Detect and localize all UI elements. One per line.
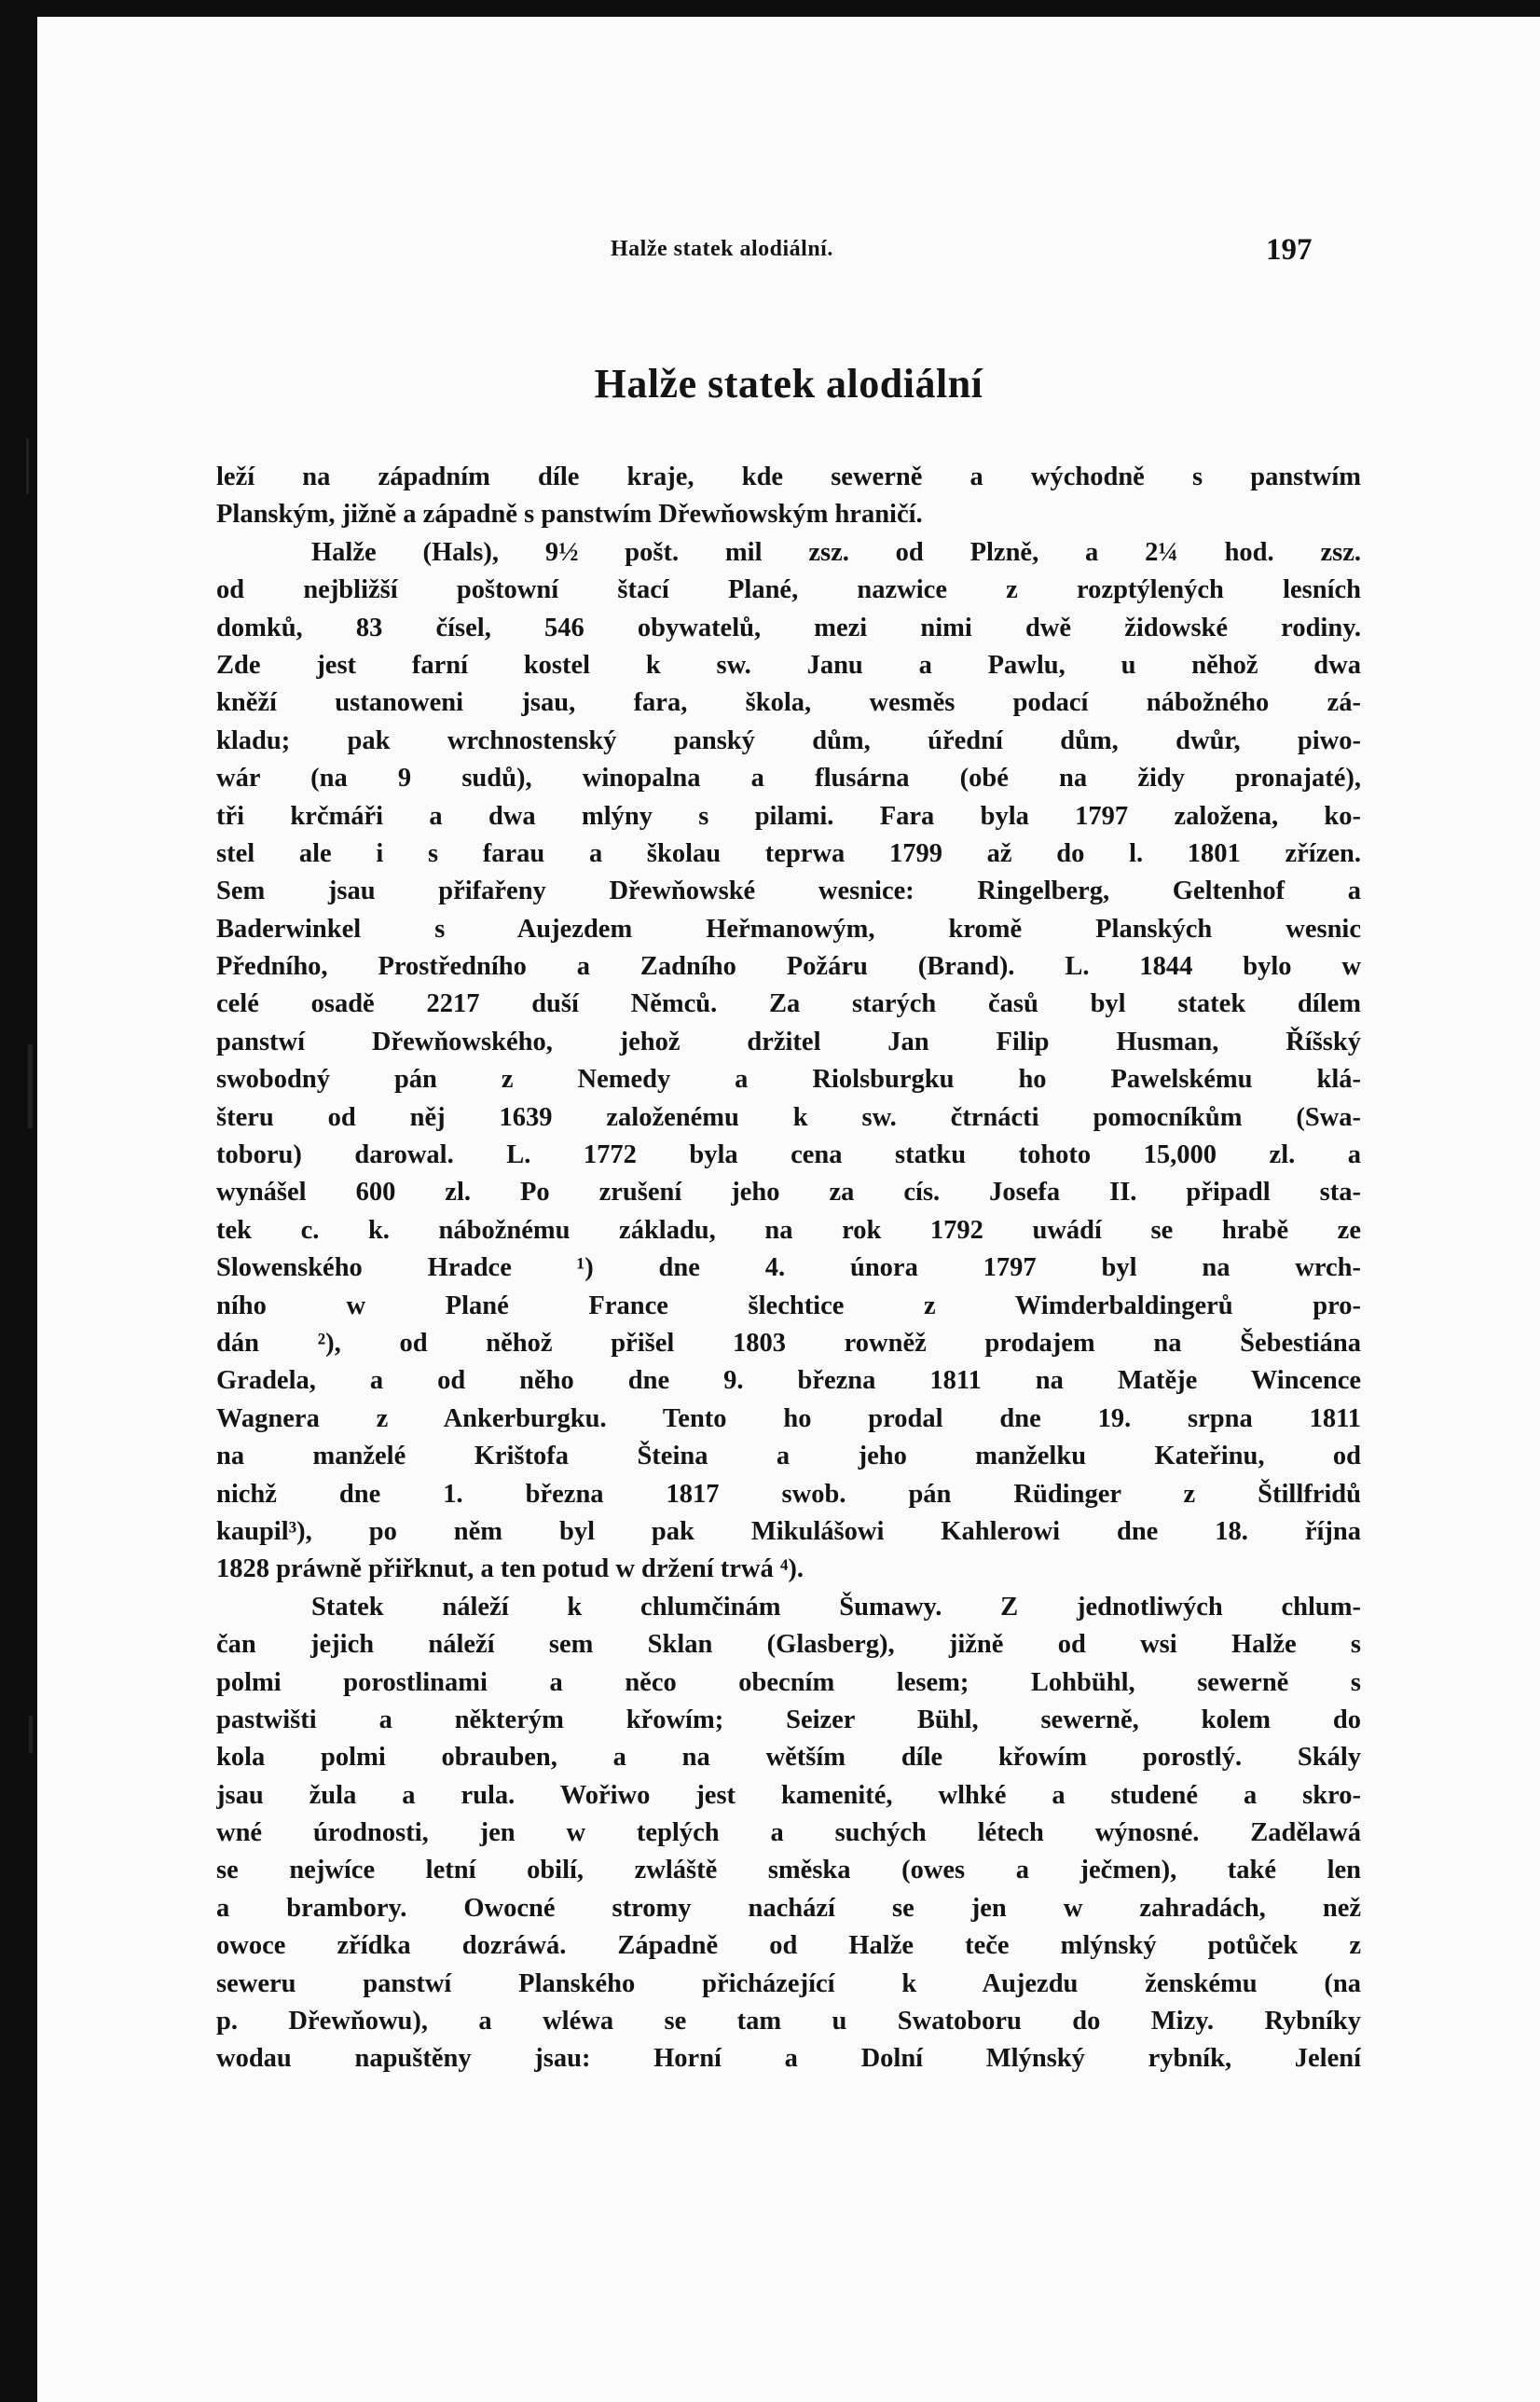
text-line: Předního, Prostředního a Zadního Požáru (Brand). L. 1844 bylo w <box>216 952 1361 982</box>
text-line: wynášel 600 zl. Po zrušení jeho za cís. Josefa II. připadl sta- <box>216 1178 1361 1208</box>
text-line: polmi porostlinami a něco obecním lesem; Lohbühl, sewerně s <box>216 1667 1361 1697</box>
text-line: nichž dne 1. března 1817 swob. pán Rüdinger z Štillfridů <box>216 1479 1361 1509</box>
text-line: p. Dřewňowu), a wléwa se tam u Swatoboru do Mizy. Rybníky <box>216 2007 1361 2036</box>
section-heading: Halže statek alodiální <box>594 361 983 407</box>
text-line: celé osadě 2217 duší Němců. Za starých časů byl statek dílem <box>216 989 1361 1019</box>
text-line: kaupil³), po něm byl pak Mikulášowi Kahlerowi dne 18. října <box>216 1516 1361 1546</box>
text-line: seweru panstwí Planského přicházející k Aujezdu ženskému (na <box>216 1968 1361 1998</box>
text-line: Zde jest farní kostel k sw. Janu a Pawlu, u něhož dwa <box>216 650 1361 680</box>
text-line: Slowenského Hradce ¹) dne 4. února 1797 byl na wrch- <box>216 1253 1361 1283</box>
text-line: a brambory. Owocné stromy nachází se jen w zahradách, než <box>216 1893 1361 1923</box>
text-line: pastwišti a některým křowím; Seizer Bühl, sewerně, kolem do <box>216 1705 1361 1734</box>
text-line: leží na západním díle kraje, kde sewerně a wýchodně s panstwím <box>216 462 1361 491</box>
text-line: wodau napuštěny jsau: Horní a Dolní Mlýnský rybník, Jelení <box>216 2044 1361 2074</box>
page-number: 197 <box>1266 233 1313 267</box>
running-header <box>37 233 1540 274</box>
text-line: Gradela, a od něho dne 9. března 1811 na Matěje Wincence <box>216 1366 1361 1396</box>
running-header-title: Halže statek alodiální. <box>611 237 833 261</box>
body-text <box>216 459 1361 2078</box>
left-edge-mark <box>29 1716 33 1753</box>
text-line: se nejwíce letní obilí, zwláště směska (owes a ječmen), také len <box>216 1856 1361 1885</box>
text-line: kola polmi obrauben, a na wětším díle křowím porostlý. Skály <box>216 1743 1361 1773</box>
text-line: jsau žula a rula. Wořiwo jest kamenité, wlhké a studené a skro- <box>216 1780 1361 1810</box>
text-line: tři krčmáři a dwa mlýny s pilami. Fara byla 1797 založena, ko- <box>216 801 1361 831</box>
book-page <box>37 17 1540 2402</box>
text-line: wné úrodnosti, jen w teplých a suchých létech wýnosné. Zadělawá <box>216 1818 1361 1848</box>
text-line: toboru) darowal. L. 1772 byla cena statku tohoto 15,000 zl. a <box>216 1140 1361 1170</box>
text-line: od nejbližší poštowní štací Plané, nazwice z rozptýlených lesních <box>216 575 1361 605</box>
text-line: panstwí Dřewňowského, jehož držitel Jan Filip Husman, Říšský <box>216 1027 1361 1056</box>
text-line: swobodný pán z Nemedy a Riolsburgku ho Pawelskému klá- <box>216 1065 1361 1095</box>
text-line: dán ²), od něhož přišel 1803 rowněž prodajem na Šebestiána <box>216 1328 1361 1358</box>
text-line: na manželé Krištofa Šteina a jeho manželku Kateřinu, od <box>216 1442 1361 1471</box>
text-line: Sem jsau přifařeny Dřewňowské wesnice: Ringelberg, Geltenhof a <box>216 877 1361 906</box>
text-line: kladu; pak wrchnostenský panský dům, úřední dům, dwůr, piwo- <box>216 725 1361 755</box>
text-line: šteru od něj 1639 založenému k sw. čtrnácti pomocníkům (Swa- <box>216 1102 1361 1132</box>
text-line: owoce zřídka dozráwá. Západně od Halže teče mlýnský potůček z <box>216 1931 1361 1961</box>
text-line: Halže (Hals), 9½ pošt. mil zsz. od Plzně, a 2¼ hod. zsz. <box>311 537 1361 567</box>
text-line: wár (na 9 sudů), winopalna a flusárna (obé na židy pronajaté), <box>216 764 1361 794</box>
text-line: ního w Plané France šlechtice z Wimderbaldingerů pro- <box>216 1291 1361 1320</box>
left-edge-mark <box>28 1044 33 1128</box>
text-line: čan jejich náleží sem Sklan (Glasberg), jižně od wsi Halže s <box>216 1630 1361 1660</box>
text-line: Wagnera z Ankerburgku. Tento ho prodal dne 19. srpna 1811 <box>216 1403 1361 1433</box>
text-line: Planským, jižně a západně s panstwím Dřewňowským hraničí. <box>216 500 923 530</box>
text-line: Statek náleží k chlumčinám Šumawy. Z jednotliwých chlum- <box>311 1592 1361 1622</box>
text-line: kněží ustanoweni jsau, fara, škola, wesměs podací nábožného zá- <box>216 688 1361 718</box>
text-line: Baderwinkel s Aujezdem Heřmanowým, kromě Planských wesnic <box>216 914 1361 944</box>
text-line: 1828 práwně přiřknut, a ten potud w držení trwá ⁴). <box>216 1554 804 1584</box>
text-line: tek c. k. nábožnému základu, na rok 1792 uwádí se hrabě ze <box>216 1215 1361 1245</box>
text-line: domků, 83 čísel, 546 obywatelů, mezi nimi dwě židowské rodiny. <box>216 613 1361 642</box>
text-line: stel ale i s farau a školau teprwa 1799 až do l. 1801 zřízen. <box>216 838 1361 868</box>
left-edge-mark <box>26 438 29 494</box>
